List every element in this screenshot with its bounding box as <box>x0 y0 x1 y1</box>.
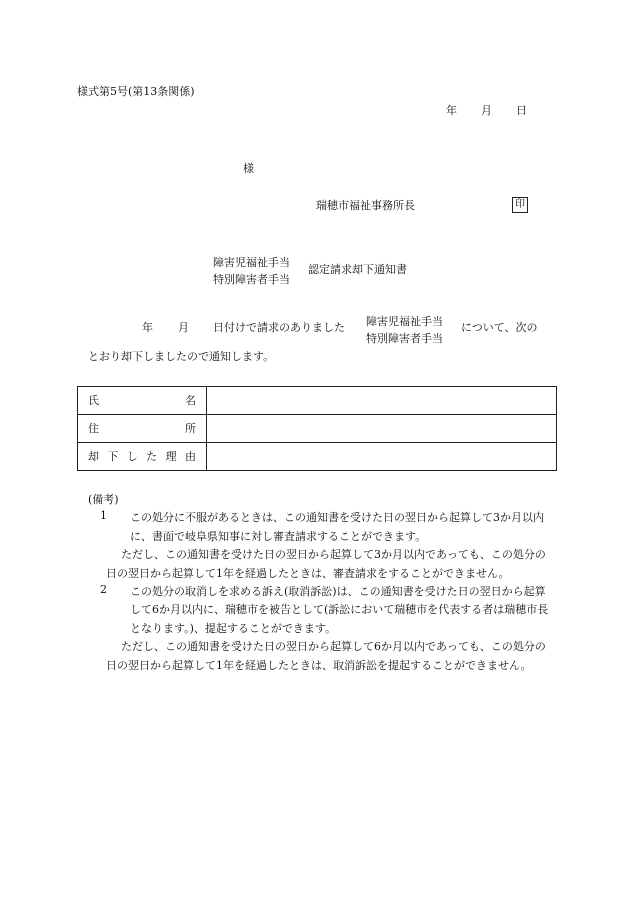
label-char: 下 <box>107 449 119 463</box>
body-text-1: 日付けで請求のありました <box>213 321 345 334</box>
label-char: 氏 <box>88 393 99 407</box>
seal-mark: 印 <box>512 197 528 213</box>
date-month-label: 月 <box>481 104 492 117</box>
name-value-cell[interactable] <box>207 387 557 415</box>
body-allowance-1: 障害児福祉手当 <box>366 315 443 328</box>
table-row-name <box>78 387 557 415</box>
note-text: この処分の取消しを求める訴え(取消訴訟)は、この通知書を受けた日の翌日から起算して6か月以内に、瑞穂市を被告として(訴訟において瑞穂市を代表する者は瑞穂市長となります。)、提起することができます。 <box>130 585 549 635</box>
date-year-label: 年 <box>446 104 457 117</box>
note-item-2 <box>88 583 554 638</box>
note-number: 1 <box>100 509 107 523</box>
note-item-1 <box>88 509 554 546</box>
label-char: 所 <box>185 421 196 435</box>
address-value-cell[interactable] <box>207 415 557 443</box>
label-char: 理 <box>165 449 177 463</box>
table-row-address <box>78 415 557 443</box>
note-number: 2 <box>100 583 107 597</box>
date-day-label: 日 <box>516 104 527 117</box>
body-allowance-2: 特別障害者手当 <box>366 332 443 345</box>
title-allowance-2: 特別障害者手当 <box>213 273 290 286</box>
table-row-reason <box>78 443 557 471</box>
body-allowance-stack <box>366 313 443 347</box>
title-allowance-1: 障害児福祉手当 <box>213 256 290 269</box>
reason-label <box>78 443 207 471</box>
note-continuation: ただし、この通知書を受けた日の翌日から起算して3か月以内であっても、この処分の日の翌日から起算して1年を経過したときは、審査請求をすることができません。 <box>106 548 546 580</box>
address-label <box>78 415 207 443</box>
title-main: 認定請求却下通知書 <box>308 263 407 276</box>
label-char: 由 <box>184 449 196 463</box>
note-continuation: ただし、この通知書を受けた日の翌日から起算して6か月以内であっても、この処分の日の翌日から起算して1年を経過したときは、取消訴訟を提起することができません。 <box>106 640 546 672</box>
notes-section <box>88 491 554 675</box>
label-char: 却 <box>88 449 99 463</box>
title-allowance-stack <box>213 254 290 288</box>
body-month-label: 月 <box>178 321 189 334</box>
notes-heading: (備考) <box>88 493 119 506</box>
body-year-label: 年 <box>142 321 153 334</box>
info-table <box>77 386 557 471</box>
reason-value-cell[interactable] <box>207 443 557 471</box>
name-label <box>78 387 207 415</box>
label-char: た <box>146 449 158 463</box>
label-char: し <box>126 449 138 463</box>
label-char: 名 <box>185 393 196 407</box>
form-number: 様式第5号(第13条関係) <box>77 85 195 98</box>
note-text: この処分に不服があるときは、この通知書を受けた日の翌日から起算して3か月以内に、書面で岐阜県知事に対し審査請求することができます。 <box>130 511 544 543</box>
label-char: 住 <box>88 421 99 435</box>
sender-name: 瑞穂市福祉事務所長 <box>316 199 415 212</box>
addressee-suffix: 様 <box>243 162 254 175</box>
body-text-3: とおり却下しましたので通知します。 <box>88 350 275 363</box>
body-text-2: について、次の <box>461 321 538 334</box>
